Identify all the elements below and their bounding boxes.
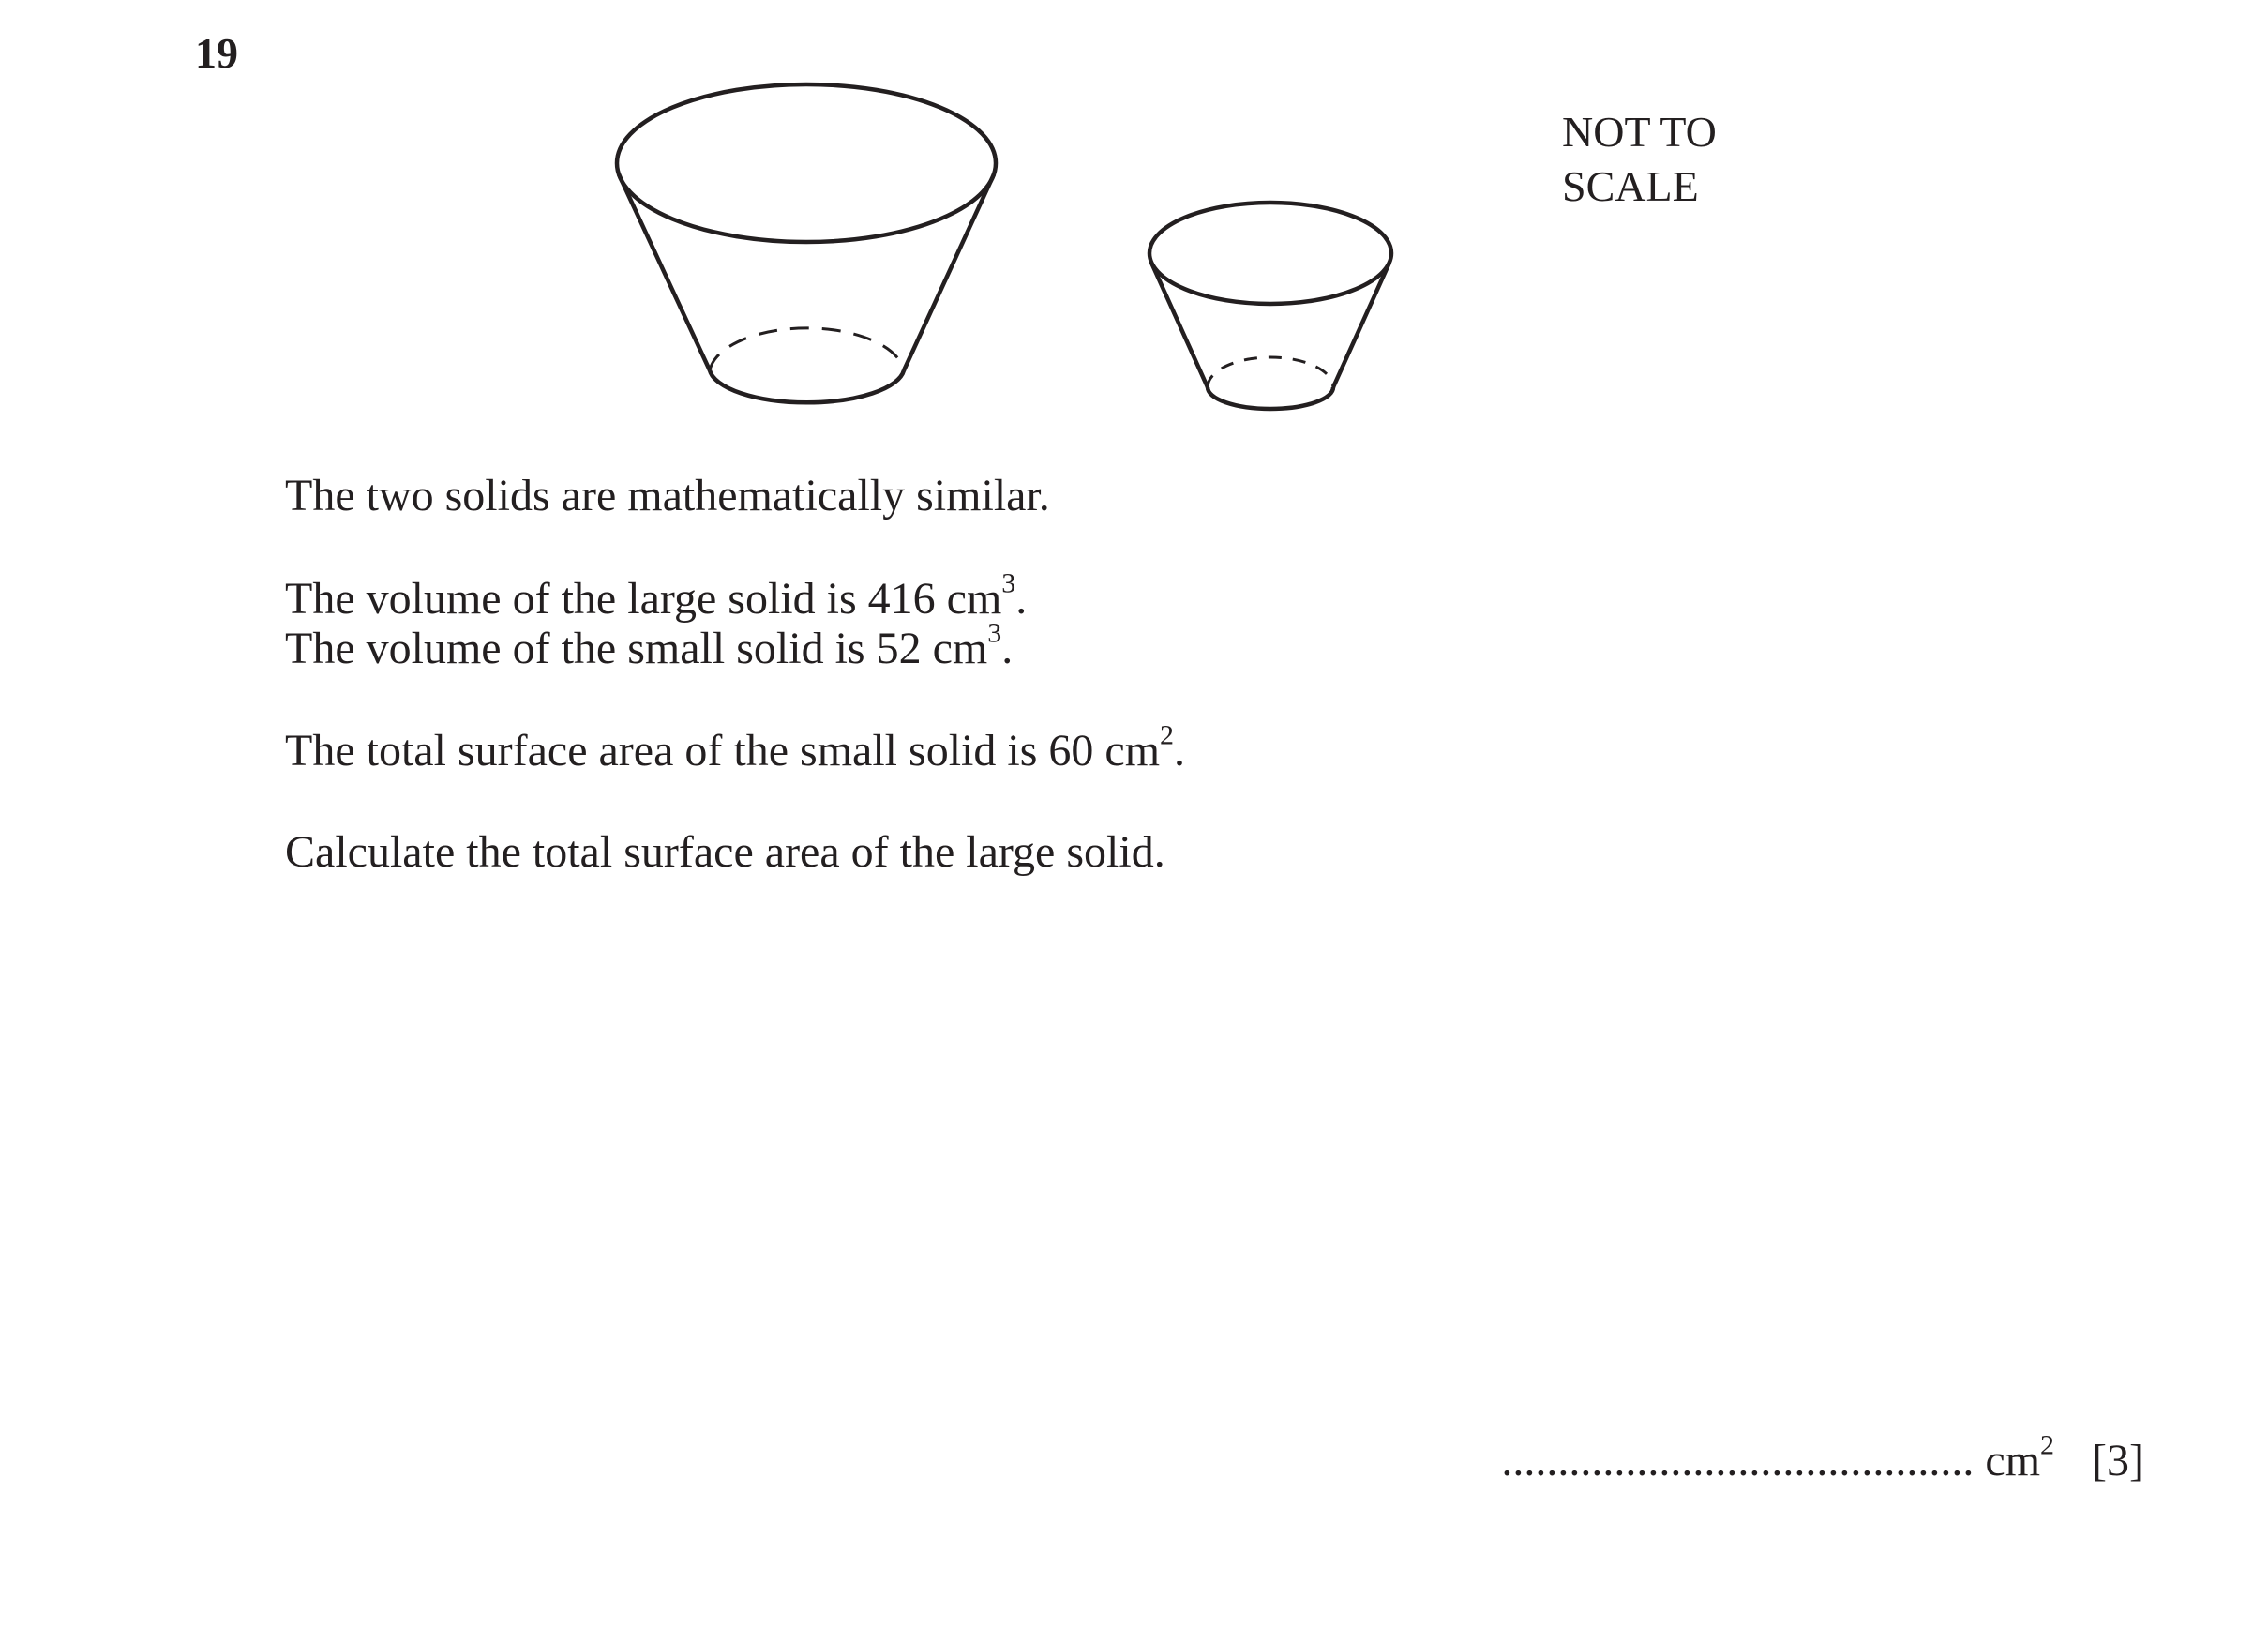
large-frustum [617, 84, 996, 402]
marks-allocation: [3] [2092, 1436, 2144, 1485]
statement-similar: The two solids are mathematically similar. [285, 471, 1050, 520]
statement-large-volume: The volume of the large solid is 416 $cm^3$. [285, 567, 1028, 624]
answer-unit: $cm^2$ [1985, 1429, 2055, 1485]
statement-small-volume: The volume of the small solid is 52 $cm^3$. [285, 617, 1014, 673]
not-to-scale-line-1: NOT TO [1562, 108, 1717, 156]
not-to-scale-note [1562, 105, 1717, 214]
similar-solids-diagram [0, 0, 2268, 431]
answer-line[interactable] [1501, 1429, 2144, 1485]
statement-small-surface-area: The total surface area of the small solid is 60 $cm^2$. [285, 719, 1186, 776]
small-frustum [1149, 203, 1391, 409]
question-number: 19 [195, 29, 238, 77]
answer-dots[interactable]: .......................................... [1501, 1436, 1975, 1485]
question-instruction: Calculate the total surface area of the large solid. [285, 827, 1165, 877]
not-to-scale-line-2: SCALE [1562, 162, 1699, 210]
